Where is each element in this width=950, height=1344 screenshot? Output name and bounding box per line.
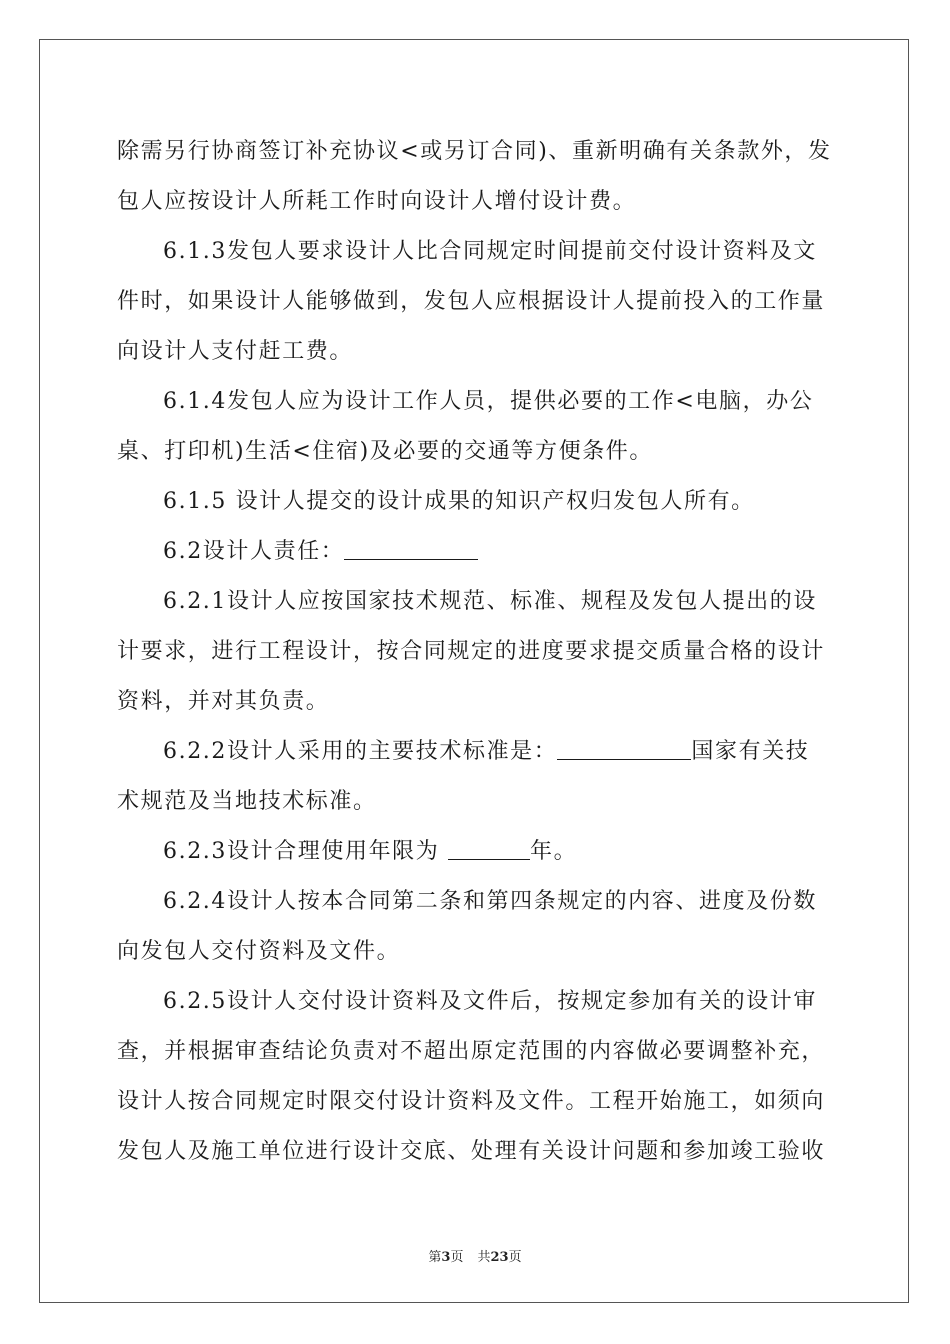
text-line: 计要求，进行工程设计，按合同规定的进度要求提交质量合格的设计 xyxy=(117,639,826,664)
text-line: 件时，如果设计人能够做到，发包人应根据设计人提前投入的工作量 xyxy=(117,289,826,314)
text-line: 6.1.4发包人应为设计工作人员，提供必要的工作<电脑，办公 xyxy=(163,389,814,414)
text-line: 包人应按设计人所耗工作时向设计人增付设计费。 xyxy=(117,189,637,214)
paragraph xyxy=(117,827,833,877)
total-prefix: 共 xyxy=(477,1250,491,1265)
text-line: 术规范及当地技术标准。 xyxy=(117,789,377,814)
text-segment: 6.2.2设计人采用的主要技术标准是： xyxy=(163,739,558,764)
text-line: 向设计人支付赶工费。 xyxy=(117,339,354,364)
paragraph xyxy=(117,527,833,577)
section-heading: 6.2设计人责任： xyxy=(163,539,345,564)
paragraph xyxy=(117,127,833,227)
text-line: 6.2.4设计人按本合同第二条和第四条规定的内容、进度及份数 xyxy=(163,889,817,914)
paragraph xyxy=(117,227,833,377)
text-line: 桌、打印机)生活<住宿)及必要的交通等方便条件。 xyxy=(117,439,654,464)
text-line xyxy=(117,527,833,577)
paragraph xyxy=(117,977,833,1177)
blank-field[interactable] xyxy=(448,839,530,860)
page-suffix: 页 xyxy=(450,1250,464,1265)
text-line: 6.1.5 设计人提交的设计成果的知识产权归发包人所有。 xyxy=(163,489,755,514)
paragraph xyxy=(117,577,833,727)
text-line: 6.2.5设计人交付设计资料及文件后，按规定参加有关的设计审 xyxy=(163,989,817,1014)
text-segment: 年。 xyxy=(529,839,578,864)
total-suffix: 页 xyxy=(508,1250,522,1265)
paragraph xyxy=(117,727,833,827)
document-body xyxy=(117,127,833,1177)
page-number: 3 xyxy=(441,1250,451,1265)
text-segment: 国家有关技 xyxy=(691,739,810,764)
page-prefix: 第 xyxy=(428,1250,442,1265)
text-line: 除需另行协商签订补充协议<或另订合同)、重新明确有关条款外，发 xyxy=(117,139,832,164)
blank-field[interactable] xyxy=(344,539,478,560)
paragraph xyxy=(117,477,833,527)
blank-field[interactable] xyxy=(557,739,691,760)
text-line xyxy=(117,727,833,777)
text-line xyxy=(117,827,833,877)
text-segment: 6.2.3设计合理使用年限为 xyxy=(163,839,448,864)
paragraph xyxy=(117,877,833,977)
paragraph xyxy=(117,377,833,477)
text-line: 发包人及施工单位进行设计交底、处理有关设计问题和参加竣工验收 xyxy=(117,1139,826,1164)
text-line: 查，并根据审查结论负责对不超出原定范围的内容做必要调整补充， xyxy=(117,1039,826,1064)
text-line: 6.2.1设计人应按国家技术规范、标准、规程及发包人提出的设 xyxy=(163,589,817,614)
text-line: 6.1.3发包人要求设计人比合同规定时间提前交付设计资料及文 xyxy=(163,239,817,264)
text-line: 资料，并对其负责。 xyxy=(117,689,330,714)
total-pages: 23 xyxy=(490,1250,509,1265)
text-line: 向发包人交付资料及文件。 xyxy=(117,939,401,964)
text-line: 设计人按合同规定时限交付设计资料及文件。工程开始施工，如须向 xyxy=(117,1089,826,1114)
page-footer xyxy=(0,1246,950,1265)
